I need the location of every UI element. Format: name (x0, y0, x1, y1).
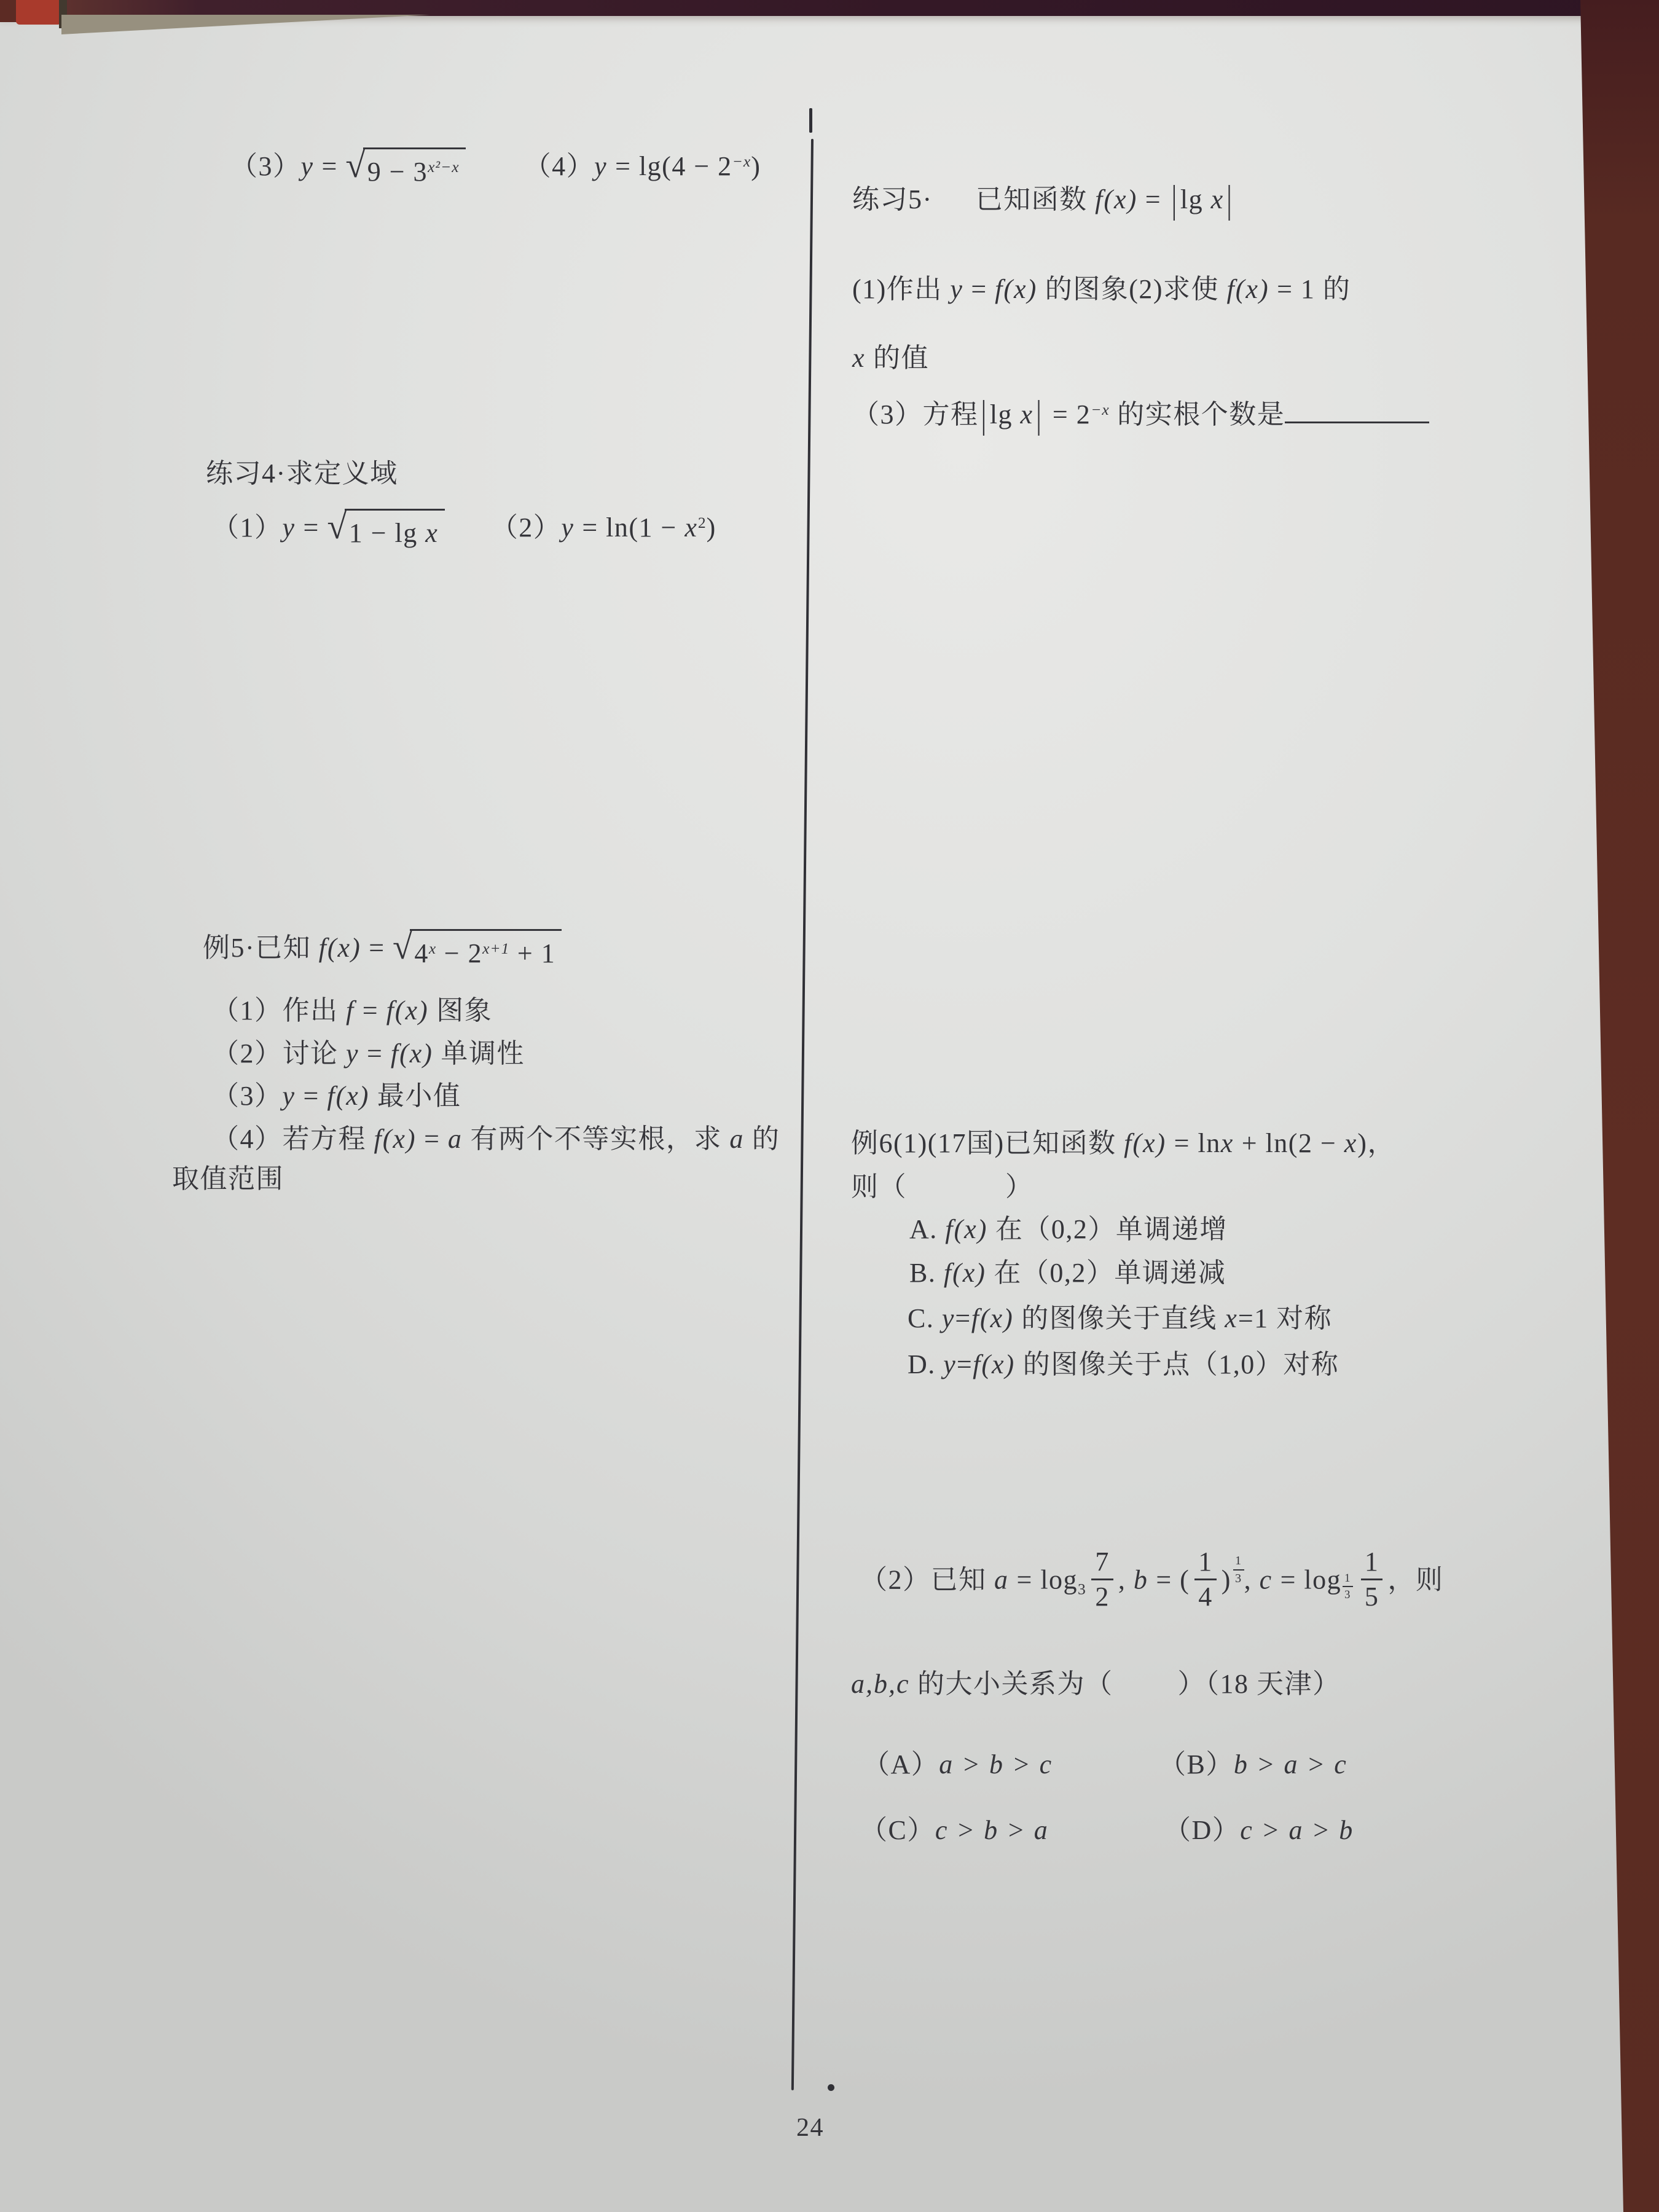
column-divider-end-dot (828, 2084, 834, 2091)
exercise5-title: 练习5· 已知函数 f(x) = |lg x| (852, 177, 1233, 221)
problem2-question: a,b,c 的大小关系为（ ）（18 天津） (851, 1669, 1341, 1699)
example5-part3: （3）y = f(x) 最小值 (212, 1081, 461, 1111)
exercise5-x-value: x 的值 (852, 343, 930, 373)
example5-part4: （4）若方程 f(x) = a 有两个不等实根，求 a 的 (212, 1124, 780, 1154)
problem-def-3-4: （3）y = √ $9 - 3^{x^2-x}$ $(4)y = \lg(4 - 2^{-x})$ (230, 147, 761, 189)
exercise5-part1-2: (1)作出 y = f(x) 的图象(2)求使 f(x) = 1 的 (852, 274, 1351, 304)
example5-part1: （1）作出 f = f(x) 图象 (212, 995, 493, 1026)
example6-option-a: A. f(x) 在（0,2）单调递增 (909, 1214, 1228, 1244)
photo-dark-corner (0, 0, 17, 22)
photo-red-object (16, 0, 61, 25)
problem2-given: （2）已知 $a = \log_3$ $\frac{7}{2}$ , b = ( $\frac{1}{4}$ ) $\frac{1}{3}$ , c = log $\frac{1}{3}$ $\frac{1}{5}$ ，则 (860, 1547, 1444, 1612)
exercise4-problems: （1）y = √ 1 − lg x $(2)y = \ln(1 - x^2)$ (212, 509, 716, 551)
page-number: 24 (796, 2114, 824, 2142)
problem2-option-c: （C）c > b > a (860, 1815, 1049, 1845)
photo-background-right (1573, 0, 1659, 2212)
example5-part4-continued: 取值范围 (172, 1164, 284, 1194)
problem2-option-a: （A）a > b > c (863, 1749, 1053, 1779)
example6-then-blank: 则（ ） (851, 1172, 1033, 1202)
problem2-option-d: （D）c > a > b (1164, 1815, 1354, 1845)
example6-option-b: B. f(x) 在（0,2）单调递减 (909, 1258, 1226, 1288)
photo-top-edge (0, 0, 1659, 16)
exercise4-title: 练习4·求定义域 (206, 458, 398, 488)
exercise5-part3: （3）方程|lg $x| = 2^{-x}$ 的实根个数是 (852, 394, 1429, 432)
example6-option-c: C. y=f(x) 的图像关于直线 x=1 对称 (908, 1303, 1333, 1333)
problem2-option-b: （B）b > a > c (1159, 1749, 1347, 1779)
column-divider-tick (809, 108, 812, 133)
photo-tan-strip (61, 15, 430, 34)
example6-intro: 例6(1)(17国)已知函数 f(x) = lnx + ln(2 − x)， (851, 1128, 1395, 1158)
example6-option-d: D. y=f(x) 的图像关于点（1,0）对称 (908, 1349, 1339, 1379)
example5-part2: （2）讨论 y = f(x) 单调性 (212, 1038, 525, 1069)
column-divider-line (791, 139, 814, 2090)
example5-title: 例5·已知 f(x) = √ $4^x - 2^{x+1} + 1$ (203, 929, 562, 971)
